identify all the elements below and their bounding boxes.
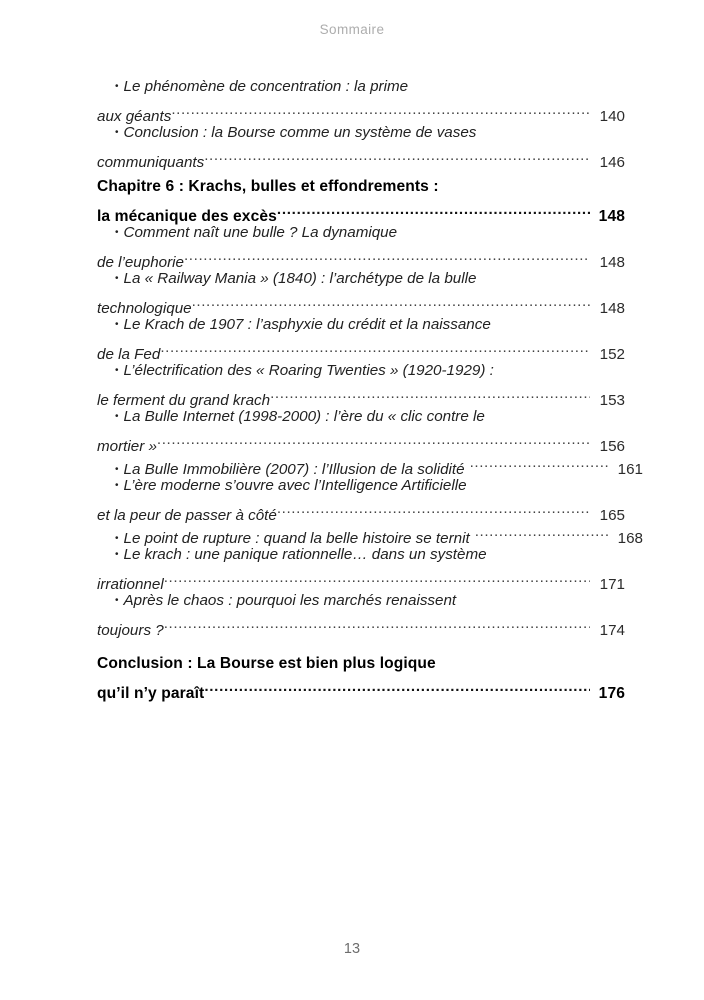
toc-line [97, 520, 643, 547]
toc-entry-item[interactable] [97, 543, 625, 593]
bullet-icon: • [115, 595, 119, 606]
toc-page-number: 148 [598, 208, 625, 225]
toc-page-number: 153 [599, 392, 625, 409]
toc-page-number: 156 [599, 438, 625, 455]
section-spacer [97, 635, 625, 652]
dot-leader [164, 566, 590, 589]
bullet-icon: • [115, 549, 119, 560]
toc-page-number: 140 [599, 108, 625, 125]
toc-line [97, 336, 625, 363]
toc-entry-chapter[interactable] [97, 175, 625, 225]
dot-leader [157, 428, 590, 451]
toc-entry-title-cont: la mécanique des excès [97, 208, 277, 225]
toc-page-number: 165 [599, 507, 625, 524]
bullet-icon: • [115, 365, 119, 376]
toc-entry-item[interactable] [97, 520, 643, 547]
toc-line [97, 382, 625, 409]
toc-entry-item[interactable] [97, 359, 625, 409]
toc-entry-title: Chapitre 6 : Krachs, bulles et effondrements : [97, 178, 439, 195]
toc-line [97, 290, 625, 317]
toc-page-number: 176 [598, 685, 625, 702]
dot-leader [470, 520, 608, 543]
toc-entry-title: La Bulle Immobilière (2007) : l’Illusion de la solidité [123, 461, 465, 478]
toc-line [97, 75, 643, 98]
toc-entry-item[interactable] [97, 267, 625, 317]
toc-line [97, 121, 643, 144]
dot-leader [270, 382, 590, 405]
bullet-icon: • [115, 480, 119, 491]
dot-leader [277, 497, 590, 520]
toc-page-number: 168 [617, 530, 643, 547]
bullet-icon: • [115, 533, 119, 544]
toc-entry-title-cont: mortier » [97, 438, 157, 455]
toc-entry-title: Le krach : une panique rationnelle… dans un système [123, 546, 487, 563]
toc-entry-item[interactable] [97, 405, 625, 455]
dot-leader [204, 675, 590, 698]
bullet-icon: • [115, 411, 119, 422]
toc-line [97, 589, 643, 612]
toc-line [97, 175, 625, 198]
toc-line [97, 612, 625, 639]
toc-entry-item[interactable] [97, 589, 625, 639]
toc-entry-title-cont: de l’euphorie [97, 254, 184, 271]
dot-leader [171, 98, 590, 121]
toc-entry-item[interactable] [97, 474, 625, 524]
toc-line [97, 405, 643, 428]
toc-entry-title-cont: et la peur de passer à côté [97, 507, 277, 524]
bullet-icon: • [115, 319, 119, 330]
toc-entry-title-cont: de la Fed [97, 346, 161, 363]
toc-entry-item[interactable] [97, 451, 643, 478]
toc-entry-conclusion[interactable] [97, 652, 625, 702]
toc-entry-title: La Bulle Internet (1998-2000) : l’ère du « clic contre le [123, 408, 485, 425]
toc-page-number: 146 [599, 154, 625, 171]
toc-entry-title: L’ère moderne s’ouvre avec l’Intelligence Artificielle [123, 477, 467, 494]
toc-entry-title-cont: qu’il n’y paraît [97, 685, 205, 702]
toc-line [97, 267, 643, 290]
toc-line [97, 675, 625, 702]
page-number-folio: 13 [343, 941, 361, 957]
toc-entry-title: Conclusion : La Bourse est bien plus logique [97, 655, 436, 672]
toc-entry-title: L’électrification des « Roaring Twenties » (1920-1929) : [123, 362, 494, 379]
running-header: Sommaire [319, 22, 385, 37]
toc-entry-title-cont: irrationnel [97, 576, 164, 593]
toc-line [97, 359, 643, 382]
toc-entry-title-cont: toujours ? [97, 622, 164, 639]
toc-line [97, 652, 625, 675]
toc-line [97, 428, 625, 455]
toc-line [97, 244, 625, 271]
toc-line [97, 313, 643, 336]
toc-entry-title-cont: le ferment du grand krach [97, 392, 271, 409]
toc-line [97, 144, 625, 171]
toc-line [97, 497, 625, 524]
toc-line [97, 198, 625, 225]
bullet-icon: • [115, 273, 119, 284]
table-of-contents [97, 75, 643, 702]
dot-leader [192, 290, 590, 313]
toc-line [97, 543, 643, 566]
toc-entry-title: La « Railway Mania » (1840) : l’archétype de la bulle [123, 270, 477, 287]
toc-entry-title-cont: aux géants [97, 108, 172, 125]
toc-line [97, 566, 625, 593]
toc-page-number: 148 [599, 300, 625, 317]
bullet-icon: • [115, 227, 119, 238]
toc-entry-title: Comment naît une bulle ? La dynamique [123, 224, 398, 241]
toc-entry-item[interactable] [97, 313, 625, 363]
bullet-icon: • [115, 127, 119, 138]
dot-leader [164, 612, 590, 635]
toc-entry-title: Le Krach de 1907 : l’asphyxie du crédit et la naissance [123, 316, 491, 333]
toc-entry-title-cont: communiquants [97, 154, 205, 171]
bullet-icon: • [115, 464, 119, 475]
toc-line [97, 474, 643, 497]
dot-leader [184, 244, 590, 267]
toc-entry-title: Le point de rupture : quand la belle histoire se ternit [123, 530, 470, 547]
dot-leader [277, 198, 590, 221]
toc-entry-item[interactable] [97, 121, 625, 171]
toc-line [97, 221, 643, 244]
dot-leader [204, 144, 590, 167]
toc-page-number: 161 [617, 461, 643, 478]
toc-entry-item[interactable] [97, 75, 625, 125]
toc-line [97, 98, 625, 125]
toc-line [97, 451, 643, 478]
toc-entry-item[interactable] [97, 221, 625, 271]
dot-leader [160, 336, 590, 359]
toc-page-number: 171 [599, 576, 625, 593]
toc-page-number: 148 [599, 254, 625, 271]
toc-entry-title: Conclusion : la Bourse comme un système de vases [123, 124, 477, 141]
bullet-icon: • [115, 81, 119, 92]
toc-entry-title: Après le chaos : pourquoi les marchés renaissent [123, 592, 457, 609]
toc-entry-title: Le phénomène de concentration : la prime [123, 78, 409, 95]
toc-entry-title-cont: technologique [97, 300, 192, 317]
dot-leader [465, 451, 608, 474]
toc-page-number: 152 [599, 346, 625, 363]
toc-page-number: 174 [599, 622, 625, 639]
